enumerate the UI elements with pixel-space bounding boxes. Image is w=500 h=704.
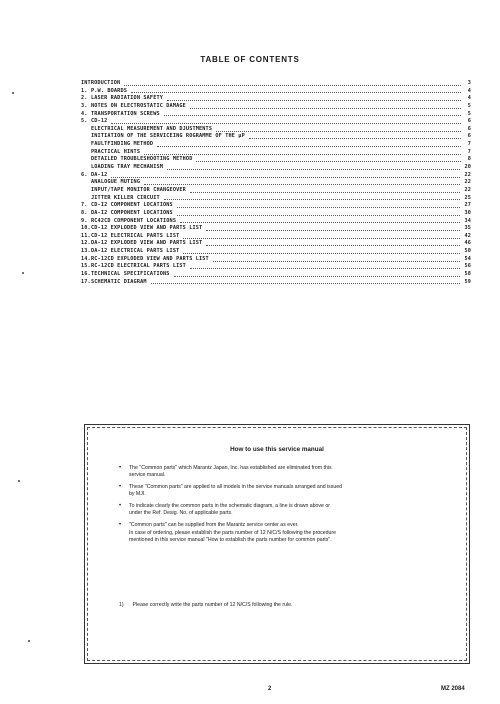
toc-leader-dots [183, 252, 460, 254]
toc-entry [81, 271, 471, 279]
toc-entry-page: 35 [464, 225, 471, 232]
toc-entry-page: 22 [464, 186, 471, 193]
toc-entry-page: 20 [464, 164, 471, 171]
notice-numbered-item [119, 602, 439, 608]
toc-entry-number: 2. [81, 95, 88, 102]
toc-entry-page: 8 [467, 156, 471, 163]
toc-leader-dots [206, 229, 460, 231]
toc-entry-page: 6 [467, 133, 471, 140]
toc-entry-label: FAULTFINDING METHOD [91, 141, 154, 148]
toc-leader-dots [167, 99, 461, 101]
toc-entry [81, 172, 471, 180]
toc-leader-dots [180, 221, 460, 223]
toc-entry-page: 7 [467, 148, 471, 155]
toc-leader-dots [167, 168, 460, 170]
toc-leader-dots [174, 275, 461, 277]
toc-leader-dots [111, 122, 461, 124]
notice-bullet-line: To indicate clearly the common parts in the schematic diagram, a line is drawn above or [129, 503, 330, 510]
notice-bullet-line: In case of ordering, please establish the parts number of 12 N/C/S following the procedure [129, 529, 337, 536]
toc-leader-dots [206, 244, 460, 246]
notice-bullet [119, 465, 429, 480]
toc-entry-number: 11. [81, 232, 91, 239]
toc-entry-label: LOADING TRAY MECHANISM [91, 164, 164, 171]
bullet-dot-icon: • [119, 503, 122, 510]
toc-entry-page: 6 [467, 125, 471, 132]
notice-bullet-line: under the Ref. Desig. No. of applicable parts. [129, 510, 233, 517]
toc-entry-label: NOTES ON ELECTROSTATIC DAMAGE [91, 102, 186, 109]
toc-entry-label: INTRODUCTION [81, 80, 121, 86]
toc-entry-page: 34 [464, 217, 471, 224]
toc-entry-page: 27 [464, 202, 471, 209]
toc-leader-dots [183, 237, 460, 239]
bullet-dot-icon: • [119, 484, 122, 491]
toc-entry-number: 15. [81, 263, 91, 270]
service-manual-notice-box [84, 424, 470, 664]
toc-leader-dots [213, 260, 461, 262]
toc-entry-page: 50 [464, 248, 471, 255]
toc-entry-label: RC-12CD ELECTRICAL PARTS LIST [91, 263, 186, 270]
toc-entry-page: 7 [467, 141, 471, 148]
toc-entry [81, 202, 471, 210]
toc-entry-page: 22 [464, 179, 471, 186]
notice-bullet-line: "Common parts" can be supplied from the Marantz service center as ever. [129, 522, 299, 529]
notice-bullet-line: by MJI. [129, 491, 146, 498]
toc-entry-page: 4 [467, 95, 471, 102]
toc-entry [81, 156, 471, 164]
toc-leader-dots [144, 183, 460, 185]
toc-entry-number: 6. [81, 171, 88, 178]
toc-entry-page: 58 [464, 271, 471, 278]
toc-entry-label: DA-12 EXPLODED VIEW AND PARTS LIST [91, 240, 203, 247]
toc-entry-number: 10. [81, 225, 91, 232]
toc-entry-label: SCHEMATIC DIAGRAM [91, 278, 147, 285]
toc-entry [81, 248, 471, 256]
toc-entry [81, 88, 471, 96]
notice-bullet-line: The "Common parts" which Marantz Japan, Inc. has established are eliminated from this [129, 465, 332, 471]
toc-entry-label: PRACTICAL HINTS [91, 148, 141, 155]
notice-bullet [119, 522, 429, 544]
toc-entry [81, 179, 471, 187]
notice-title: How to use this service manual [230, 446, 324, 453]
toc-entry-label: INPUT/TAPE MONITOR CHANGEOVER [91, 186, 186, 193]
toc-entry-number: 4. [81, 110, 88, 117]
toc-entry-number: 7. [81, 202, 88, 209]
toc-entry-number: 8. [81, 209, 88, 216]
toc-entry [81, 195, 471, 203]
toc-entry-page: 5 [467, 102, 471, 109]
toc-entry-label: ELECTRICAL MEASUREMENT AND DJUSTMENTS [91, 125, 213, 132]
scan-speck [22, 272, 24, 274]
toc-entry-label: LASER RADIATION SAFETY [91, 95, 164, 102]
toc-entry [81, 210, 471, 218]
toc-entry-page: 54 [464, 255, 471, 262]
toc-entry [81, 164, 471, 172]
toc-entry-number: 5. [81, 118, 88, 125]
toc-entry-label: ANALOGUE MUTING [91, 179, 141, 186]
toc-entry-label: CD-I2 COMPONENT LOCATIONS [91, 202, 173, 209]
numbered-item-text: Please correctly write the parts number of 12 N/C/S following the rule. [132, 602, 293, 608]
toc-entry-number: 16. [81, 271, 91, 278]
toc-leader-dots [196, 160, 461, 162]
toc-leader-dots [177, 214, 461, 216]
bullet-dot-icon: • [119, 465, 122, 471]
toc-leader-dots [190, 107, 461, 109]
toc-entry-number: 12. [81, 240, 91, 247]
toc-entry [81, 126, 471, 134]
toc-entry [81, 233, 471, 241]
toc-leader-dots [164, 114, 461, 116]
toc-entry-label: CD-12 ELECTRICAL PARTS LIST [91, 232, 180, 239]
toc-entry-number: 3. [81, 102, 88, 109]
toc-entry [81, 118, 471, 126]
notice-bullet [119, 484, 429, 499]
toc-leader-dots [124, 84, 461, 86]
toc-entry [81, 256, 471, 264]
toc-leader-dots [216, 130, 461, 132]
toc-leader-dots [190, 191, 461, 193]
toc-entry-number: 1. [81, 87, 88, 94]
toc-entry [81, 279, 471, 287]
toc-entry-page: 6 [467, 118, 471, 125]
notice-bullet-line: These "Common parts" are applied to all models in the service manuals arranged and issued [129, 484, 343, 491]
toc-entry-label: TRANSPORTATION SCREWS [91, 110, 160, 117]
toc-entry-label: JITTER KILLER CIRCUIT [91, 194, 160, 201]
toc-leader-dots [177, 206, 461, 208]
table-of-contents [81, 80, 471, 286]
toc-entry [81, 187, 471, 195]
toc-leader-dots [111, 176, 460, 178]
toc-entry-label: DA-I2 COMPONENT LOCATIONS [91, 209, 173, 216]
toc-entry-page: 3 [467, 80, 471, 86]
toc-entry-page: 56 [464, 263, 471, 270]
toc-entry-label: DA-12 [91, 171, 108, 178]
toc-entry-label: TECHNICAL SPECIFICATIONS [91, 271, 170, 278]
toc-leader-dots [131, 91, 461, 93]
scan-speck [28, 640, 30, 642]
toc-entry-page: 42 [464, 232, 471, 239]
toc-entry [81, 149, 471, 157]
toc-entry-label: P.W. BOARDS [91, 87, 128, 94]
numbered-item-number: 1) [119, 602, 124, 608]
notice-bullet-line: service manual. [129, 472, 166, 479]
scan-speck [18, 480, 20, 482]
toc-entry-page: 5 [467, 110, 471, 117]
toc-leader-dots [249, 137, 461, 139]
toc-entry-page: 59 [464, 278, 471, 285]
toc-entry [81, 240, 471, 248]
toc-entry [81, 263, 471, 271]
toc-entry-label: RC42CD COMPONENT LOCATIONS [91, 217, 177, 224]
toc-entry-page: 4 [467, 87, 471, 94]
bullet-dot-icon: • [119, 522, 122, 529]
toc-entry [81, 218, 471, 226]
toc-entry-label: DA-12 ELECTRICAL PARTS LIST [91, 248, 180, 255]
notice-bullet-line: mentioned in this service manual "How to establish the parts number for common parts". [129, 536, 332, 543]
toc-entry-number: 13. [81, 248, 91, 255]
scan-speck [12, 92, 14, 94]
toc-entry [81, 133, 471, 141]
toc-entry-number: 17. [81, 278, 91, 285]
toc-leader-dots [151, 282, 461, 284]
toc-entry-page: 30 [464, 209, 471, 216]
notice-bullet [119, 503, 429, 518]
toc-entry [81, 225, 471, 233]
toc-entry-page: 46 [464, 240, 471, 247]
page-number: 2 [268, 686, 272, 692]
toc-entry-label: RC-12CD EXPLODED VIEW AND PARTS LIST [91, 255, 209, 262]
toc-leader-dots [190, 267, 461, 269]
toc-entry [81, 111, 471, 119]
toc-entry-label: CD-12 EXPLODED VIEW AND PARTS LIST [91, 225, 203, 232]
toc-entry [81, 95, 471, 103]
toc-entry [81, 80, 471, 88]
toc-leader-dots [144, 153, 461, 155]
toc-leader-dots [164, 198, 461, 200]
toc-entry-label: INITIATION OF THE SERVICEING ROGRAMME OF THE μP [91, 133, 245, 140]
toc-leader-dots [157, 145, 461, 147]
toc-entry-number: 14. [81, 255, 91, 262]
page-title: TABLE OF CONTENTS [200, 55, 300, 64]
toc-entry-number: 9. [81, 217, 88, 224]
toc-entry-page: 22 [464, 171, 471, 178]
toc-entry-label: DETAILED TROUBLESHOOTING METHOD [91, 156, 193, 163]
toc-entry [81, 103, 471, 111]
notice-bullets [119, 465, 429, 549]
toc-entry [81, 141, 471, 149]
toc-entry-label: CD-12 [91, 118, 108, 125]
document-code: MZ 2084 [441, 686, 465, 692]
toc-entry-page: 25 [464, 194, 471, 201]
